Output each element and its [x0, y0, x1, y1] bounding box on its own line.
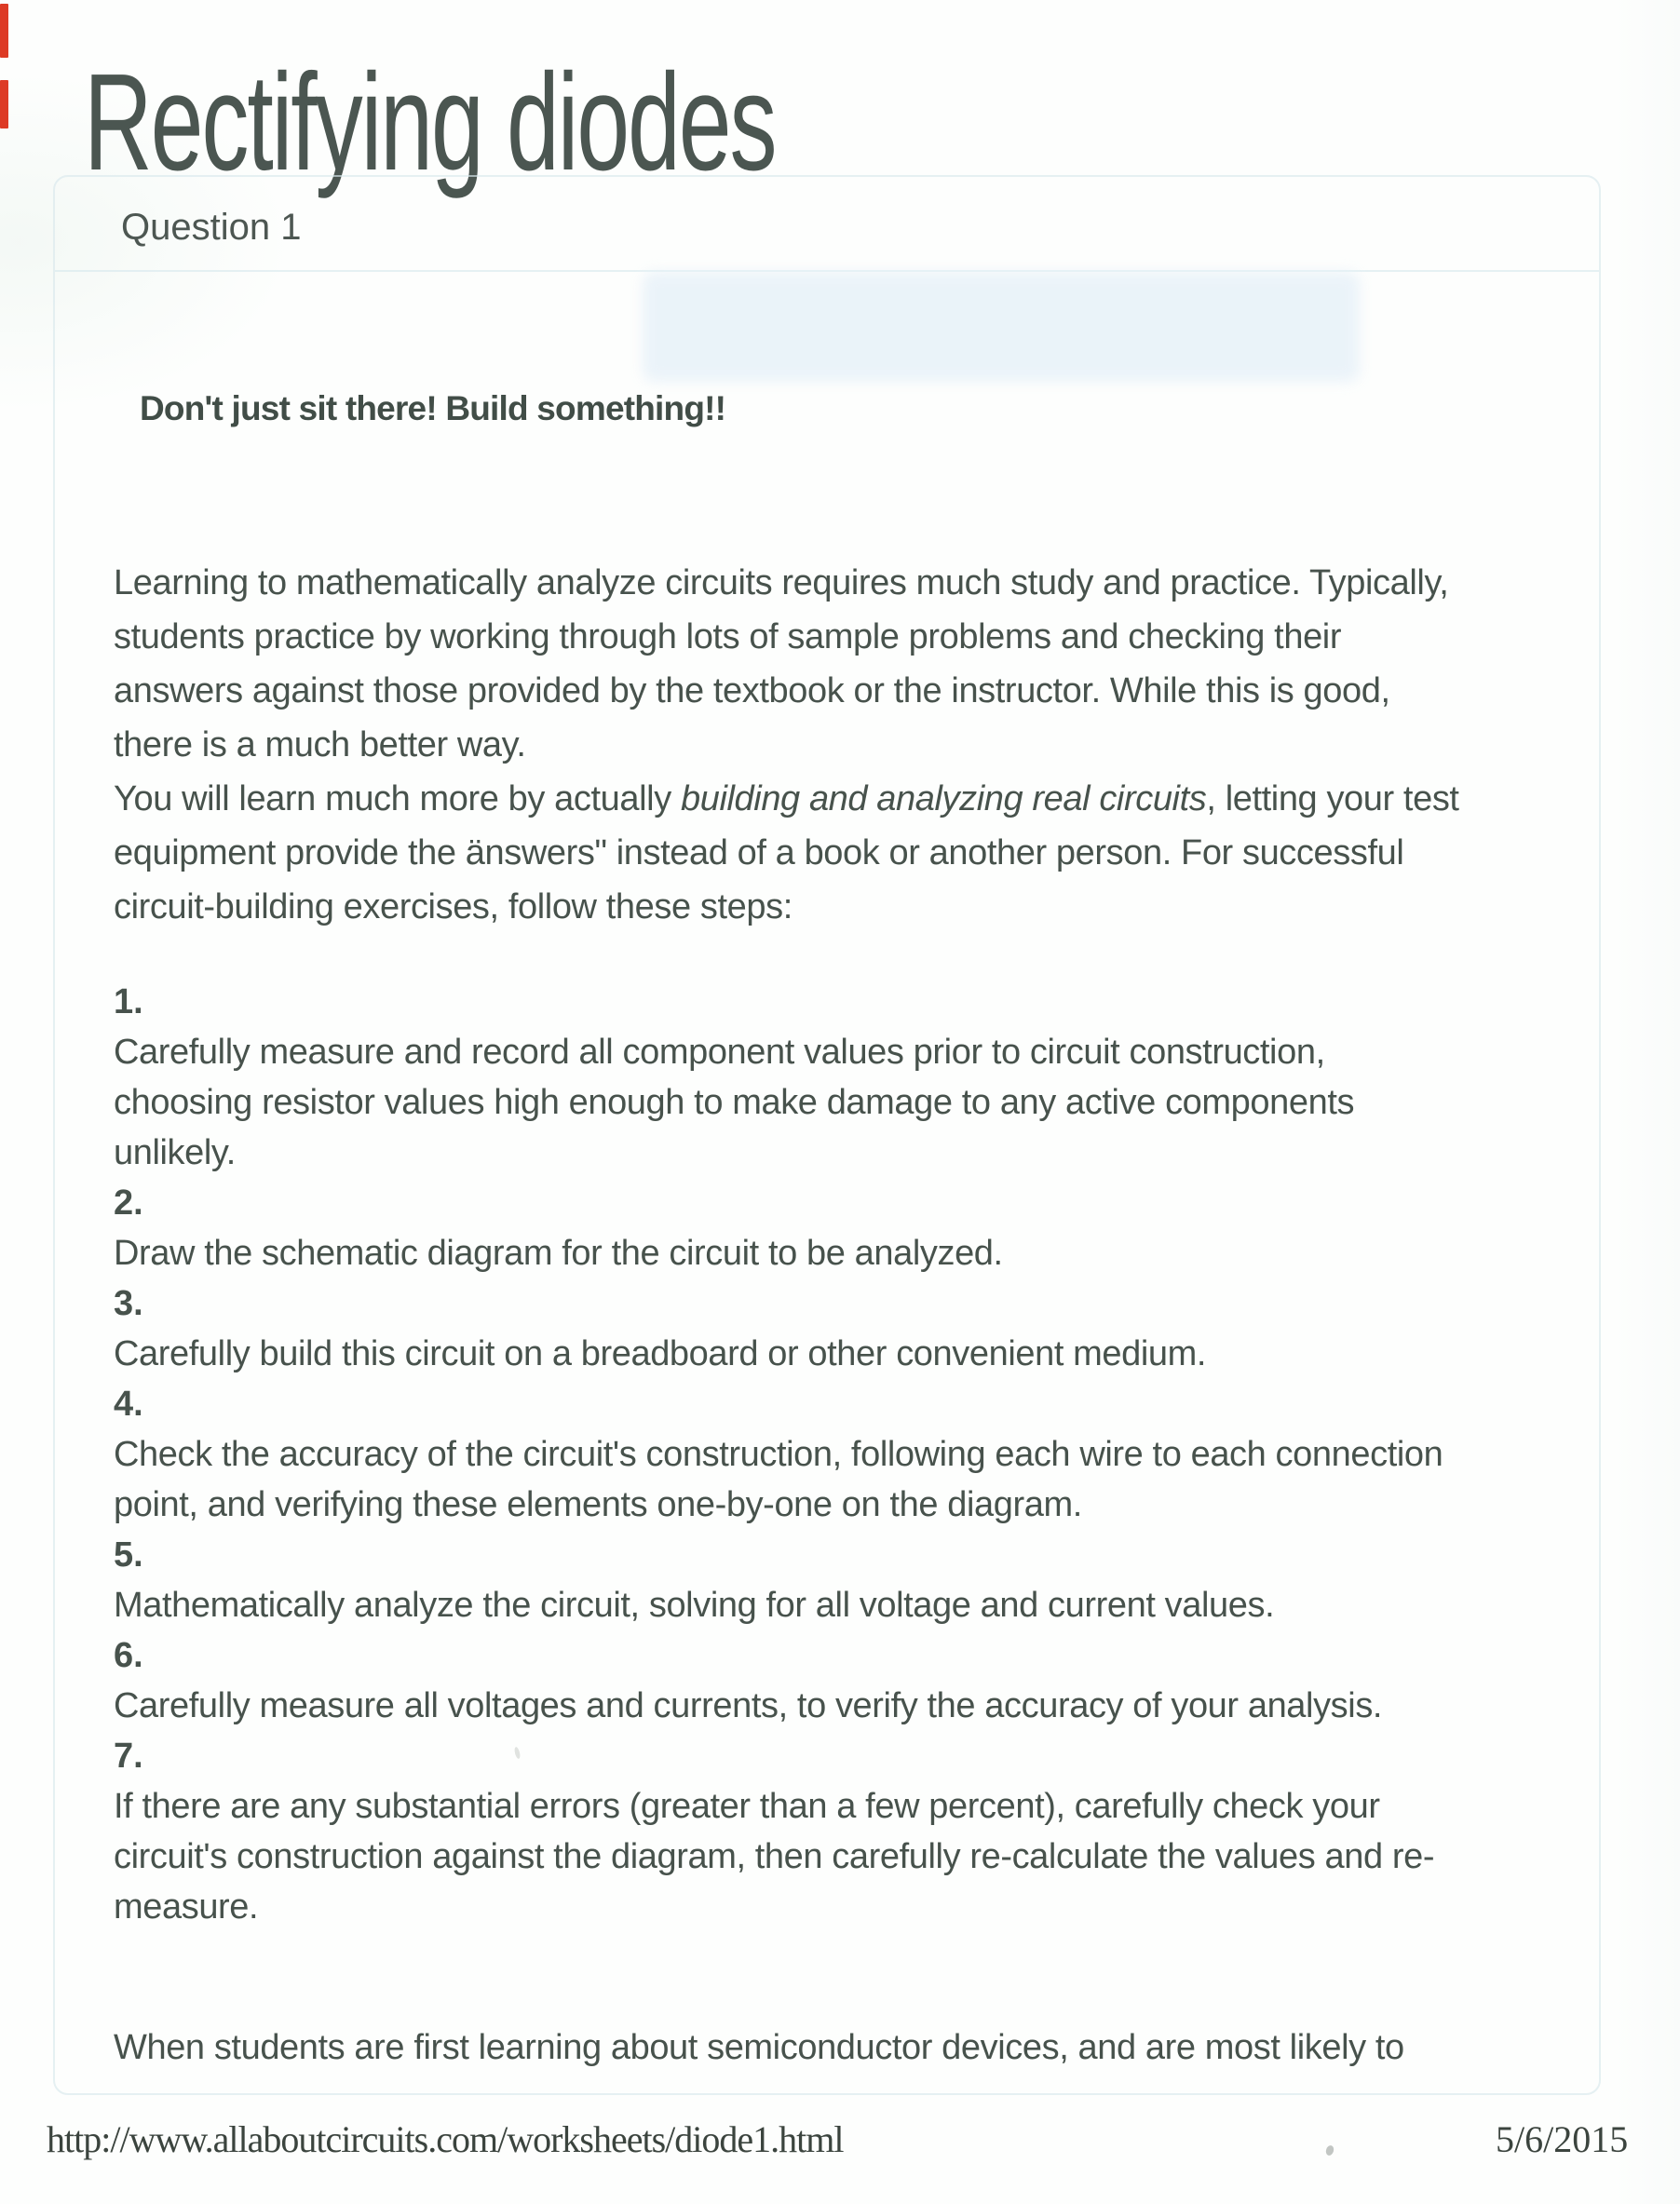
text-line: 7.	[114, 1737, 143, 1776]
text-line: unlikely.	[114, 1133, 236, 1172]
text-segment: You will learn much more by actually	[114, 779, 681, 818]
question-header: Question 1	[121, 207, 302, 248]
scan-smudge-artifact	[643, 272, 1360, 382]
text-line: 6.	[114, 1636, 143, 1675]
text-line	[114, 772, 1459, 826]
text-line: 1.	[114, 982, 143, 1021]
text-line: 3.	[114, 1284, 143, 1323]
closing-line: When students are first learning about semiconductor devices, and are most likely to	[114, 2028, 1404, 2067]
text-line: circuit's construction against the diagram, then carefully re-calculate the values and re-	[114, 1837, 1435, 1876]
text-line: 2.	[114, 1183, 143, 1223]
text-line: students practice by working through lots of sample problems and checking their	[114, 617, 1342, 656]
text-line: 4.	[114, 1385, 143, 1424]
text-line: measure.	[114, 1887, 259, 1927]
text-line: Carefully measure and record all component values prior to circuit construction,	[114, 1033, 1325, 1072]
text-segment: , letting your test	[1206, 779, 1459, 818]
text-line: Check the accuracy of the circuit's construction, following each wire to each connection	[114, 1435, 1443, 1474]
text-line: 5.	[114, 1535, 143, 1575]
text-line: equipment provide the änswers" instead of a book or another person. For successful	[114, 833, 1404, 872]
text-line: point, and verifying these elements one-by-one on the diagram.	[114, 1485, 1082, 1524]
page-title: Rectifying diodes	[84, 46, 776, 199]
scan-red-edge-mark	[0, 4, 8, 58]
intro-paragraphs	[114, 556, 1459, 934]
text-line: Mathematically analyze the circuit, solving for all voltage and current values.	[114, 1586, 1275, 1625]
text-line: choosing resistor values high enough to make damage to any active components	[114, 1083, 1355, 1122]
footer-url: http://www.allaboutcircuits.com/worksheets/diode1.html	[47, 2118, 844, 2160]
scan-red-edge-mark	[0, 80, 8, 128]
text-line: Learning to mathematically analyze circuits requires much study and practice. Typically,	[114, 563, 1449, 602]
footer-date: 5/6/2015	[1496, 2118, 1629, 2160]
text-line: If there are any substantial errors (greater than a few percent), carefully check your	[114, 1787, 1380, 1826]
steps-list	[114, 977, 1443, 1932]
text-line: there is a much better way.	[114, 725, 526, 764]
emphasized-text: building and analyzing real circuits	[680, 779, 1207, 818]
text-line: Carefully build this circuit on a breadboard or other convenient medium.	[114, 1334, 1207, 1373]
text-line: Draw the schematic diagram for the circuit to be analyzed.	[114, 1234, 1003, 1273]
scan-speck	[1324, 2144, 1335, 2157]
text-line: answers against those provided by the textbook or the instructor. While this is good,	[114, 671, 1390, 710]
text-line: Carefully measure all voltages and currents, to verify the accuracy of your analysis.	[114, 1686, 1383, 1725]
text-line: circuit-building exercises, follow these steps:	[114, 887, 793, 926]
callout-heading: Don't just sit there! Build something!!	[140, 389, 726, 427]
